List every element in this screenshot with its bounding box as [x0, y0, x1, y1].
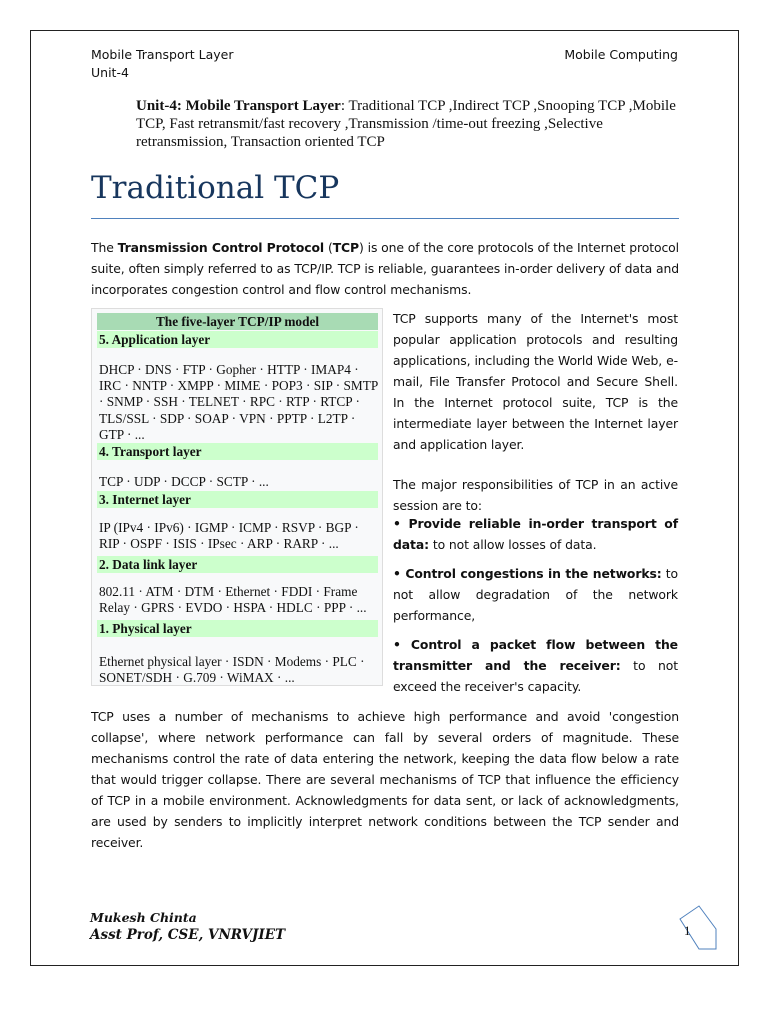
footer-author: Mukesh Chinta	[90, 910, 197, 925]
bullet-bold: • Provide reliable in-order transport of data:	[393, 516, 678, 552]
section-title: Traditional TCP	[91, 170, 340, 206]
page-number: 1	[684, 923, 691, 938]
bullet-bold: • Control a packet flow between the transmitter and the receiver:	[393, 637, 678, 673]
intro-bold: TCP	[332, 240, 360, 255]
layer-protocols: Ethernet physical layer · ISDN · Modems · PLC · SONET/SDH · G.709 · WiMAX · ...	[99, 654, 365, 686]
intro-text: (	[324, 240, 333, 255]
layer-protocols: TCP · UDP · DCCP · SCTP · ...	[99, 474, 269, 489]
layer-protocols: 802.11 · ATM · DTM · Ethernet · FDDI · Frame Relay · GPRS · EVDO · HSPA · HDLC · PPP · ...	[99, 584, 367, 616]
bullet-item	[393, 634, 678, 697]
right-paragraph-2: The major responsibilities of TCP in an active session are to:	[393, 477, 678, 513]
header-left-title: Mobile Transport Layer	[91, 47, 234, 62]
header-left-sub: Unit-4	[91, 65, 129, 80]
layer-header: 1. Physical layer	[97, 620, 378, 637]
intro-text: ) is one of the core protocols of the Internet protocol suite, often simply referred to as TCP/IP. TCP is reliable, guarantees in-order delivery of data and incorporates congestion control and flow control mechanisms.	[91, 240, 679, 297]
layer-header: 2. Data link layer	[97, 556, 378, 573]
layer-protocols: DHCP · DNS · FTP · Gopher · HTTP · IMAP4 · IRC · NNTP · XMPP · MIME · POP3 · SIP · SMTP · SNMP · SSH · TELNET · RPC · RTP · RTCP · TLS/SSL · SDP · SOAP · VPN · PPTP · L2TP · GTP · ...	[99, 362, 378, 442]
closing-paragraph: TCP uses a number of mechanisms to achieve high performance and avoid 'congestion collapse', where network performance can fall by several orders of magnitude. These mechanisms control the rate of data entering the network, keeping the data flow below a rate that would trigger collapse. There are several mechanisms of TCP that influence the efficiency of TCP in a mobile environment. Acknowledgments for data sent, or lack of acknowledgments, are used by senders to implicitly interpret network conditions between the TCP sender and receiver.	[91, 709, 679, 850]
page-number-badge	[678, 905, 718, 951]
unit-label: Unit-4: Mobile Transport Layer	[136, 98, 341, 114]
layer-protocols: IP (IPv4 · IPv6) · IGMP · ICMP · RSVP · BGP · RIP · OSPF · ISIS · IPsec · ARP · RARP · ...	[99, 520, 359, 552]
layer-header: 3. Internet layer	[97, 491, 378, 508]
bullet-item	[393, 513, 678, 555]
layer-header: 4. Transport layer	[97, 443, 378, 460]
bullet-text: to not allow degradation of the network performance,	[393, 566, 679, 623]
intro-bold: Transmission Control Protocol	[117, 240, 325, 255]
bullet-item	[393, 563, 678, 626]
tcpip-model-table	[91, 308, 383, 686]
bullet-text: to not allow losses of data.	[428, 537, 597, 552]
table-title: The five-layer TCP/IP model	[97, 313, 378, 330]
footer-role: Asst Prof, CSE, VNRVJIET	[90, 927, 286, 943]
unit-summary	[136, 97, 678, 151]
layer-header: 5. Application layer	[97, 331, 378, 348]
bullet-text: to not exceed the receiver's capacity.	[393, 658, 678, 694]
unit-topics: : Traditional TCP ,Indirect TCP ,Snooping TCP ,Mobile TCP, Fast retransmit/fast recovery ,Transmission /time-out freezing ,Selective retransmission, Transaction oriented TCP	[136, 98, 676, 150]
header-right-title: Mobile Computing	[564, 47, 678, 62]
title-rule	[91, 218, 679, 219]
right-paragraph-1: TCP supports many of the Internet's most popular application protocols and resulting applications, including the World Wide Web, e-mail, File Transfer Protocol and Secure Shell. In the Internet protocol suite, TCP is the intermediate layer between the Internet layer and application layer.	[393, 311, 678, 452]
intro-paragraph	[91, 237, 679, 300]
intro-text: The	[91, 240, 118, 255]
bullet-bold: • Control congestions in the networks:	[393, 566, 662, 581]
